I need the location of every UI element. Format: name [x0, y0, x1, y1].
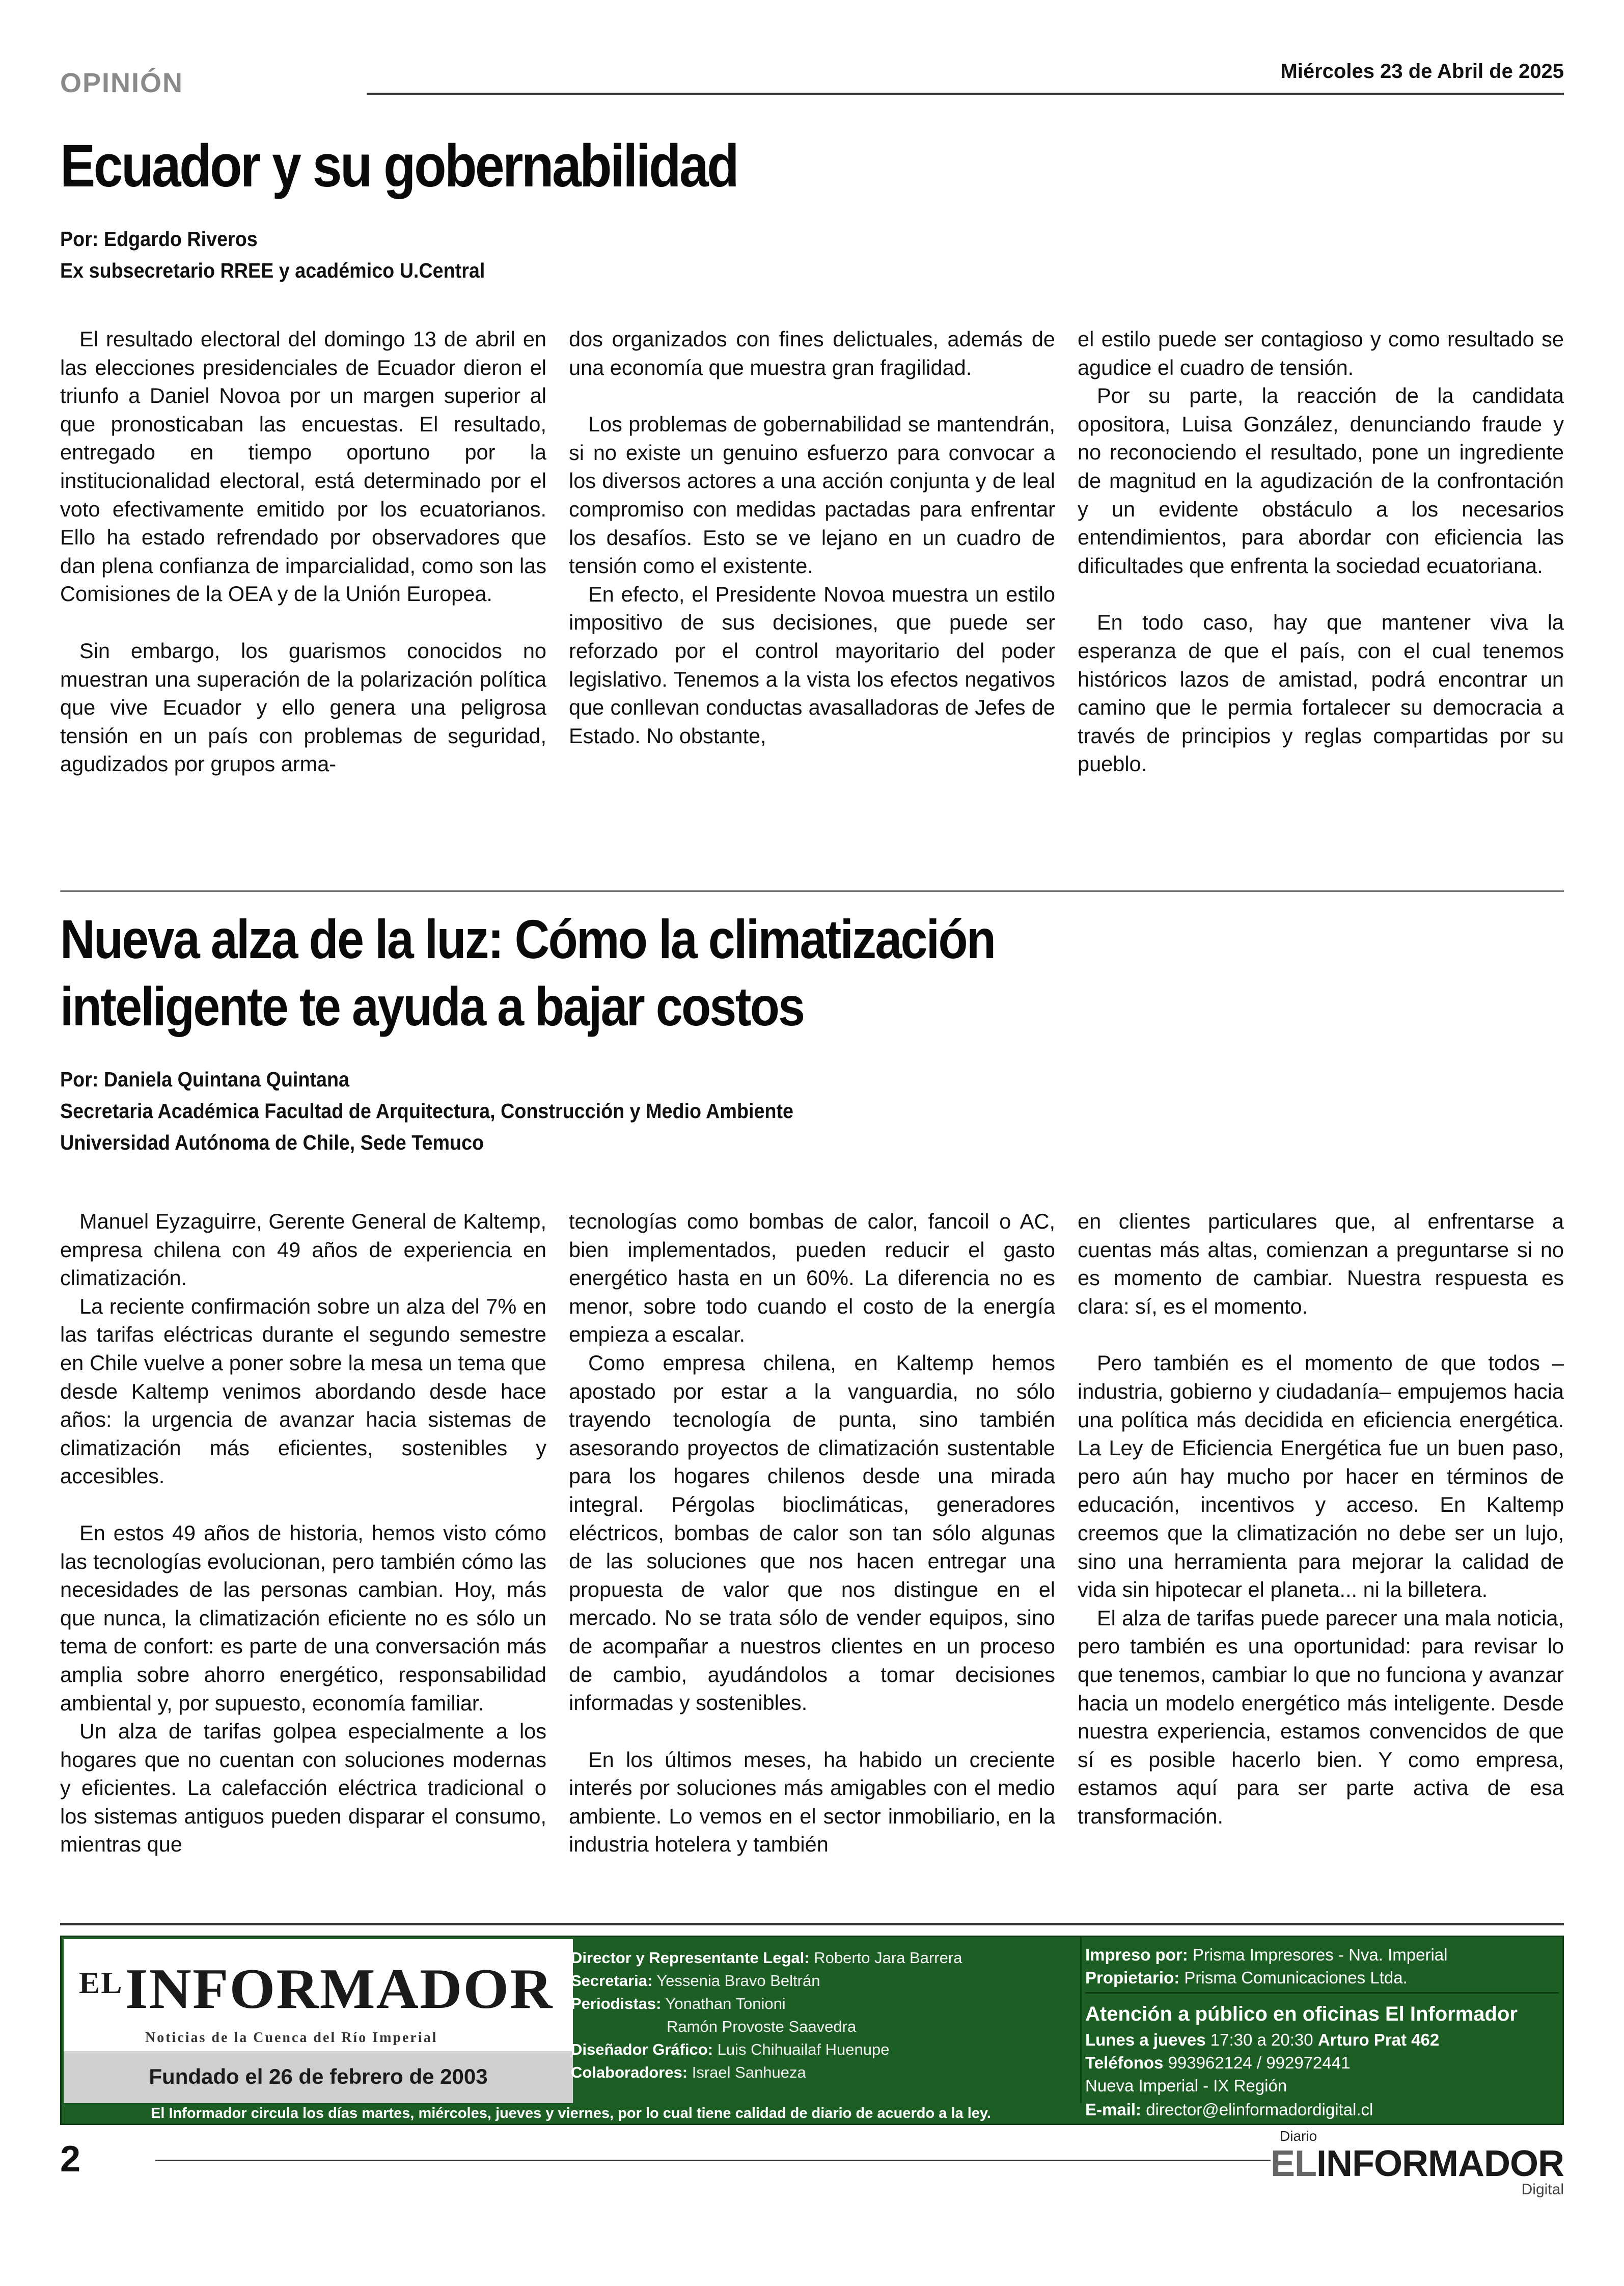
article-2-title: Nueva alza de la luz: Cómo la climatización inteligente te ayuda a bajar costos: [60, 908, 995, 1037]
footer-brand-logo: [1271, 2128, 1564, 2198]
article-2-column-3: [1078, 1207, 1564, 1859]
author-name: Por: Daniela Quintana Quintana: [60, 1068, 349, 1091]
logo-wordmark: $^{EL}$INFORMADOR: [79, 1957, 554, 2021]
brand-diario: Diario: [1280, 2128, 1317, 2144]
paragraph: Por su parte, la reacción de la candidata opositora, Luisa González, denunciando fraude y no reconociendo el resultado, pone un ingrediente de magnitud en la agudización de la confrontación y un evidente obstáculo a los necesarios entendimientos, para abordar con eficiencia las dificultades que enfrenta la sociedad ecuatoriana.: [1078, 384, 1564, 578]
article-1-byline: [60, 223, 485, 286]
author-institution: Universidad Autónoma de Chile, Sede Temuco: [60, 1131, 484, 1154]
paragraph: En estos 49 años de historia, hemos visto cómo las tecnologías evolucionan, pero también cómo las necesidades de las personas cambian. Hoy, más que nunca, la climatización eficiente no es sólo un tema de confort: es parte de una conversación más amplia sobre ahorro energético, responsabilidad ambiental y, por supuesto, economía familiar.: [60, 1520, 546, 1715]
article-2-byline: [60, 1064, 793, 1158]
printer-line: Impreso por: Prisma Impresores - Nva. Imperial: [1085, 1945, 1448, 1964]
email-link[interactable]: director@elinformadordigital.cl: [1146, 2100, 1373, 2119]
phones-line: Teléfonos 993962124 / 992972441: [1085, 2053, 1351, 2072]
paragraph: Sin embargo, los guarismos conocidos no muestran una superación de la polarización política que vive Ecuador y ello genera una peligrosa tensión en un país con problemas de seguridad, agudizados por grupos arma-: [60, 638, 546, 776]
logo-subtitle: Noticias de la Cuenca del Río Imperial: [145, 2030, 438, 2046]
article-1-title: Ecuador y su gobernabilidad: [60, 132, 738, 200]
article-divider: [60, 890, 1564, 892]
article-1-column-2: [569, 325, 1055, 778]
footer-rule: [155, 2160, 1271, 2161]
staff-line: Colaboradores: Israel Sanhueza: [571, 2063, 806, 2081]
paragraph: La reciente confirmación sobre un alza del 7% en las tarifas eléctricas durante el segundo semestre en Chile vuelve a poner sobre la mesa un tema que desde Kaltemp venimos abordando desde hace años: la urgencia de avanzar hacia sistemas de climatización más eficientes, sostenibles y accesibles.: [60, 1294, 546, 1488]
newspaper-logo: [64, 1939, 573, 2103]
paragraph: En los últimos meses, ha habido un creciente interés por soluciones más amigables con el medio ambiente. Lo vemos en el sector inmobiliario, en la industria hotelera y también: [569, 1747, 1055, 1857]
hours-line: Lunes a jueves 17:30 a 20:30 Arturo Prat 462: [1085, 2030, 1440, 2049]
author-role: Secretaria Académica Facultad de Arquitectura, Construcción y Medio Ambiente: [60, 1099, 794, 1123]
paragraph: dos organizados con fines delictuales, además de una economía que muestra gran fragilidad.: [569, 327, 1055, 379]
staff-line: Director y Representante Legal: Roberto Jara Barrera: [571, 1949, 962, 1967]
author-name: Por: Edgardo Riveros: [60, 227, 258, 251]
paragraph: En todo caso, hay que mantener viva la esperanza de que el país, con el cual tenemos históricos lazos de amistad, podrá encontrar un camino que le permia fortalecer su democracia a través de principios y reglas compartidas por su pueblo.: [1078, 610, 1564, 776]
paragraph: el estilo puede ser contagioso y como resultado se agudice el cuadro de tensión.: [1078, 327, 1564, 379]
email-line: E-mail: director@elinformadordigital.cl: [1085, 2100, 1373, 2119]
masthead-box: [60, 1936, 1564, 2125]
attention-heading: Atención a público en oficinas El Informador: [1085, 2003, 1518, 2025]
paragraph: en clientes particulares que, al enfrentarse a cuentas más altas, comienzan a preguntarse si no es momento de cambiar. Nuestra respuesta es clara: sí, es el momento.: [1078, 1209, 1564, 1318]
paragraph: El resultado electoral del domingo 13 de abril en las elecciones presidenciales de Ecuador dieron el triunfo a Daniel Novoa por un margen superior al que pronosticaban las encuestas. El resultado, entregado en tiempo oportuno por la institucionalidad electoral, está determinado por el voto efectivamente emitido por los ecuatorianos. Ello ha estado refrendado por observadores que dan plena confianza de imparcialidad, como son las Comisiones de la OEA y de la Unión Europea.: [60, 327, 546, 606]
masthead-rule: [60, 1923, 1564, 1925]
info-divider: [1085, 1992, 1559, 1994]
paragraph: Manuel Eyzaguirre, Gerente General de Kaltemp, empresa chilena con 49 años de experiencia en climatización.: [60, 1209, 546, 1290]
brand-name: ELINFORMADOR: [1271, 2143, 1564, 2184]
paragraph: tecnologías como bombas de calor, fancoil o AC, bien implementados, pueden reducir el gasto energético hasta en un 60%. La diferencia no es menor, sobre todo cuando el costo de la energía empieza a escalar.: [569, 1209, 1055, 1347]
article-1-column-1: [60, 325, 546, 778]
paragraph: En efecto, el Presidente Novoa muestra un estilo impositivo de sus decisiones, que puede ser reforzado por el control mayoritario del poder legislativo. Tenemos a la vista los efectos negativos que conllevan conductas avasalladoras de Jefes de Estado. No obstante,: [569, 582, 1055, 748]
staff-line: Secretaria: Yessenia Bravo Beltrán: [571, 1972, 820, 1990]
region-line: Nueva Imperial - IX Región: [1085, 2076, 1287, 2095]
paragraph: Los problemas de gobernabilidad se mantendrán, si no existe un genuino esfuerzo para convocar a los diversos actores a una acción conjunta y de leal compromiso con medidas pactadas para enfrentar los desafíos. Esto se ve lejano en un cuadro de tensión como el existente.: [569, 412, 1055, 578]
brand-digital: Digital: [1521, 2181, 1564, 2198]
paragraph: Un alza de tarifas golpea especialmente a los hogares que no cuentan con soluciones modernas y eficientes. La calefacción eléctrica tradicional o los sistemas antiguos pueden disparar el consumo, mientras que: [60, 1719, 546, 1857]
owner-line: Propietario: Prisma Comunicaciones Ltda.: [1085, 1968, 1408, 1987]
staff-line: Periodistas: Yonathan Tonioni: [571, 1995, 786, 2012]
article-2-body: [60, 1207, 1564, 1859]
page-number: 2: [60, 2139, 81, 2180]
article-2-column-2: [569, 1207, 1055, 1859]
issue-date: Miércoles 23 de Abril de 2025: [1280, 60, 1564, 83]
masthead-divider: [1080, 1937, 1082, 2103]
article-1-body: [60, 325, 1564, 778]
article-1-column-3: [1078, 325, 1564, 778]
contact-info: [1085, 1943, 1559, 2097]
staff-line: Diseñador Gráfico: Luis Chihuailaf Huenupe: [571, 2040, 890, 2058]
founded-date: Fundado el 26 de febrero de 2003: [149, 2064, 488, 2088]
staff-credits: [571, 1946, 1090, 2084]
paragraph: Pero también es el momento de que todos –industria, gobierno y ciudadanía– empujemos hacia una política más decidida en eficiencia energética. La Ley de Eficiencia Energética fue un buen paso, pero aún hay mucho por hacer en términos de educación, incentivos y acceso. En Kaltemp creemos que la climatización no debe ser un lujo, sino una herramienta para mejorar la calidad de vida sin hipotecar el planeta... ni la billetera.: [1078, 1351, 1564, 1602]
article-2-column-1: [60, 1207, 546, 1859]
staff-line: Ramón Provoste Saavedra: [667, 2018, 857, 2035]
paragraph: El alza de tarifas puede parecer una mala noticia, pero también es una oportunidad: para revisar lo que tenemos, cambiar lo que no funciona y avanzar hacia un modelo energético más inteligente. Desde nuestra experiencia, estamos convencidos de que sí es posible hacerlo bien. Y como empresa, estamos aquí para ser parte activa de esa transformación.: [1078, 1605, 1564, 1828]
header-rule: [367, 93, 1564, 95]
author-role: Ex subsecretario RREE y académico U.Central: [60, 259, 485, 282]
paragraph: Como empresa chilena, en Kaltemp hemos apostado por estar a la vanguardia, no sólo trayendo tecnología de punta, sino también asesorando proyectos de climatización sustentable para los hogares chilenos desde una mirada integral. Pérgolas bioclimáticas, generadores eléctricos, bombas de calor son tan sólo algunas de las soluciones que nos hacen entregar una propuesta de valor que nos distingue en el mercado. No se trata sólo de vender equipos, sino de acompañar a nuestros clientes en un proceso de cambio, ayudándolos a tomar decisiones informadas y sostenibles.: [569, 1350, 1055, 1715]
section-label: OPINIÓN: [60, 68, 184, 98]
circulation-note: El Informador circula los días martes, miércoles, jueves y viernes, por lo cual tiene calidad de diario de acuerdo a la ley.: [151, 2105, 991, 2121]
